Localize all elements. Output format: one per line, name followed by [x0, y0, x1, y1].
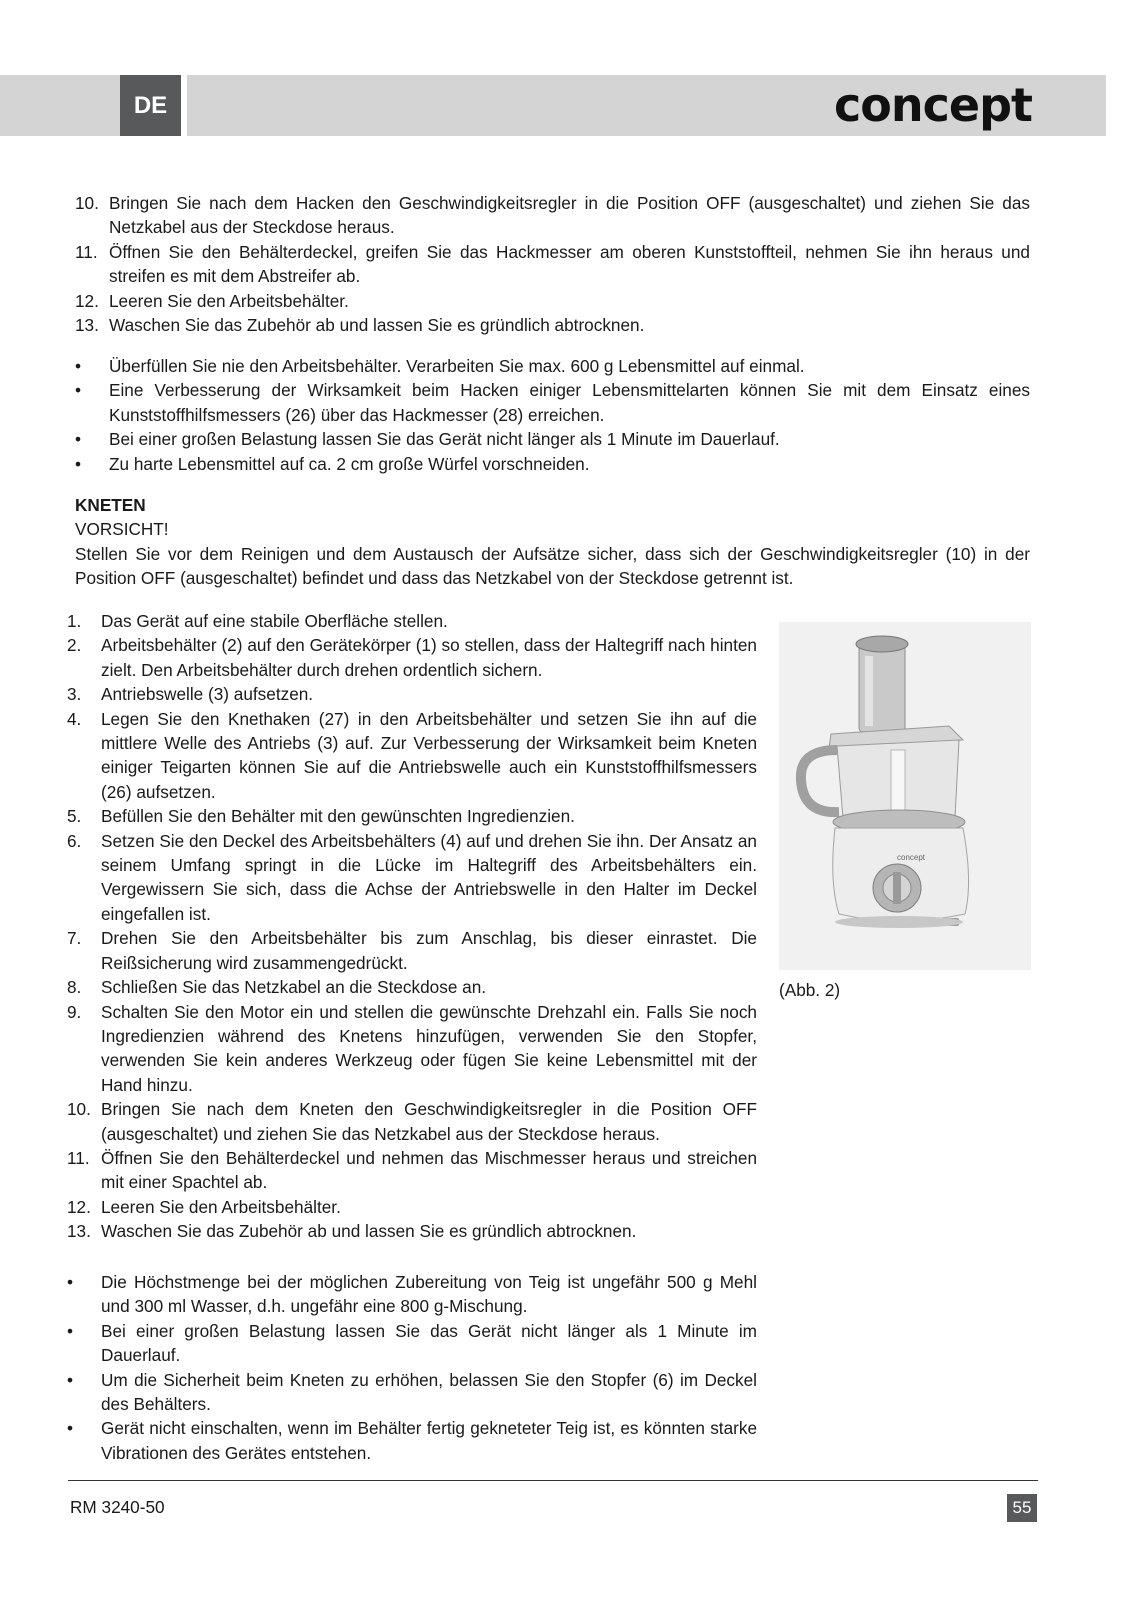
list-item [67, 1097, 757, 1146]
footer-divider [68, 1480, 1038, 1481]
step-text: Leeren Sie den Arbeitsbehälter. [101, 1196, 341, 1217]
caution-text: Stellen Sie vor dem Reinigen und dem Austausch der Aufsätze sicher, dass sich der Geschwindigkeitsregler (10) in der Position OFF (ausgeschaltet) befindet und dass das Netzkabel von der Steckdose getrennt ist. [75, 543, 1030, 589]
kneading-steps [67, 609, 757, 1244]
step-text: Bringen Sie nach dem Kneten den Geschwindigkeitsregler in die Position OFF (ausgeschaltet) und ziehen Sie das Netzkabel aus der Steckdose heraus. [101, 1099, 757, 1144]
header-divider [181, 75, 187, 136]
brand-logo: concept [833, 78, 1032, 132]
list-item [75, 313, 1030, 337]
bullet-item [75, 452, 1030, 476]
bullet-item [75, 354, 1030, 378]
model-number: RM 3240-50 [70, 1497, 165, 1517]
step-text: Schließen Sie das Netzkabel an die Steckdose an. [101, 977, 487, 998]
step-text: Befüllen Sie den Behälter mit den gewünschten Ingredienzien. [101, 806, 575, 827]
list-item [67, 804, 757, 828]
list-item [67, 829, 757, 927]
list-item [67, 682, 757, 706]
step-number: 1. [67, 611, 82, 631]
bullet-icon: • [75, 453, 82, 474]
bullet-text: Überfüllen Sie nie den Arbeitsbehälter. Verarbeiten Sie max. 600 g Lebensmittel auf einmal. [109, 356, 805, 376]
step-text: Antriebswelle (3) aufsetzen. [101, 684, 314, 705]
section-heading: KNETEN [75, 495, 146, 515]
step-text: Leeren Sie den Arbeitsbehälter. [109, 290, 349, 311]
step-number: 3. [67, 684, 82, 705]
bullet-icon: • [67, 1320, 74, 1341]
bullet-item [67, 1368, 757, 1417]
step-number: 11. [75, 241, 98, 262]
bullet-text: Bei einer großen Belastung lassen Sie das Gerät nicht länger als 1 Minute im Dauerlauf. [109, 429, 780, 450]
step-text: Öffnen Sie den Behälterdeckel, greifen Sie das Hackmesser am oberen Kunststoffteil, nehmen Sie ihn heraus und streifen es mit dem Abstreifer ab. [109, 241, 1030, 287]
step-number: 12. [75, 290, 99, 311]
step-text: Öffnen Sie den Behälterdeckel und nehmen das Mischmesser heraus und streichen mit einer Spachtel ab. [101, 1147, 757, 1193]
step-number: 10. [67, 1099, 91, 1120]
kneading-section [75, 493, 1030, 591]
bullet-icon: • [67, 1369, 74, 1390]
bullet-item [75, 378, 1030, 427]
step-number: 8. [67, 977, 82, 998]
step-number: 9. [67, 1001, 82, 1022]
list-item [75, 240, 1030, 289]
bullet-text: Gerät nicht einschalten, wenn im Behälter fertig gekneteter Teig ist, es könnten starke Vibrationen des Gerätes entstehen. [101, 1418, 757, 1463]
bullet-item [67, 1319, 757, 1368]
bullet-icon: • [75, 429, 82, 450]
food-processor-image [779, 622, 1031, 970]
list-item [67, 1000, 757, 1098]
step-number: 13. [75, 315, 99, 336]
bullet-icon: • [75, 380, 82, 401]
step-number: 7. [67, 928, 82, 949]
step-number: 5. [67, 806, 82, 827]
step-text: Waschen Sie das Zubehör ab und lassen Sie es gründlich abtrocknen. [101, 1221, 637, 1242]
bullet-icon: • [67, 1418, 74, 1439]
bullet-text: Bei einer großen Belastung lassen Sie das Gerät nicht länger als 1 Minute im Dauerlauf. [101, 1320, 757, 1366]
step-text: Bringen Sie nach dem Hacken den Geschwindigkeitsregler in die Position OFF (ausgeschaltet) und ziehen Sie das Netzkabel aus der Steckdose heraus. [109, 193, 1030, 238]
kneading-notes [67, 1270, 757, 1465]
food-processor-illustration [779, 622, 1031, 970]
bullet-text: Um die Sicherheit beim Kneten zu erhöhen, belassen Sie den Stopfer (6) im Deckel des Behälters. [101, 1369, 757, 1415]
list-item [67, 633, 757, 682]
list-item [67, 926, 757, 975]
step-text: Setzen Sie den Deckel des Arbeitsbehälters (4) auf und drehen Sie ihn. Der Ansatz an seinem Umfang springt in die Lücke im Haltegriff des Arbeitsbehälters ein. Vergewissern Sie sich, dass die Achse der Antriebswelle in den Halter im Deckel eingefallen ist. [101, 830, 757, 924]
bullet-text: Zu harte Lebensmittel auf ca. 2 cm große Würfel vorschneiden. [109, 453, 590, 474]
step-text: Das Gerät auf eine stabile Oberfläche stellen. [101, 611, 448, 631]
list-item [67, 975, 757, 999]
bullet-item [75, 427, 1030, 451]
step-number: 4. [67, 708, 82, 729]
list-item [67, 1219, 757, 1243]
caution-label: VORSICHT! [75, 519, 169, 540]
step-text: Waschen Sie das Zubehör ab und lassen Sie es gründlich abtrocknen. [109, 315, 645, 336]
step-number: 2. [67, 635, 82, 656]
bullet-text: Die Höchstmenge bei der möglichen Zubereitung von Teig ist ungefähr 500 g Mehl und 300 ml Wasser, d.h. ungefähr eine 800 g-Mischung. [101, 1272, 757, 1317]
list-item [67, 1146, 757, 1195]
device-label: concept [897, 853, 926, 862]
bullet-icon: • [75, 356, 82, 376]
step-text: Schalten Sie den Motor ein und stellen die gewünschte Drehzahl ein. Falls Sie noch Ingredienzien während des Knetens hinzufügen, verwenden Sie den Stopfer, verwenden Sie kein anderes Werkzeug oder fügen Sie keine Lebensmittel mit der Hand hinzu. [101, 1001, 757, 1095]
step-number: 11. [67, 1147, 90, 1168]
figure-caption: (Abb. 2) [779, 980, 841, 1000]
list-item [67, 707, 757, 805]
list-item [67, 609, 757, 633]
step-text: Legen Sie den Knethaken (27) in den Arbeitsbehälter und setzen Sie ihn auf die mittlere Welle des Antriebs (3) auf. Zur Verbesserung der Wirksamkeit beim Kneten einiger Teigarten können Sie auf die Antriebswelle auch ein Kunststoffhilfsmessers (26) aufsetzen. [101, 708, 757, 802]
language-badge: DE [120, 75, 181, 136]
list-item [75, 289, 1030, 313]
step-number: 12. [67, 1196, 91, 1217]
step-text: Drehen Sie den Arbeitsbehälter bis zum Anschlag, bis dieser einrastet. Die Reißsicherung wird zusammengedrückt. [101, 928, 757, 973]
bullet-item [67, 1416, 757, 1465]
list-item [75, 191, 1030, 240]
bullet-text: Eine Verbesserung der Wirksamkeit beim Hacken einiger Lebensmittelarten können Sie mit dem Einsatz eines Kunststoffhilfsmessers (26) über das Hackmesser (28) erreichen. [109, 380, 1030, 425]
step-number: 13. [67, 1221, 91, 1242]
list-item [67, 1195, 757, 1219]
page-number: 55 [1007, 1494, 1037, 1522]
bullet-icon: • [67, 1272, 74, 1292]
step-text: Arbeitsbehälter (2) auf den Gerätekörper (1) so stellen, dass der Haltegriff nach hinten zielt. Den Arbeitsbehälter durch drehen ordentlich sichern. [101, 635, 757, 680]
chopping-steps [75, 191, 1030, 337]
bullet-item [67, 1270, 757, 1319]
step-number: 6. [67, 830, 82, 851]
chopping-notes [75, 354, 1030, 476]
step-number: 10. [75, 193, 99, 213]
